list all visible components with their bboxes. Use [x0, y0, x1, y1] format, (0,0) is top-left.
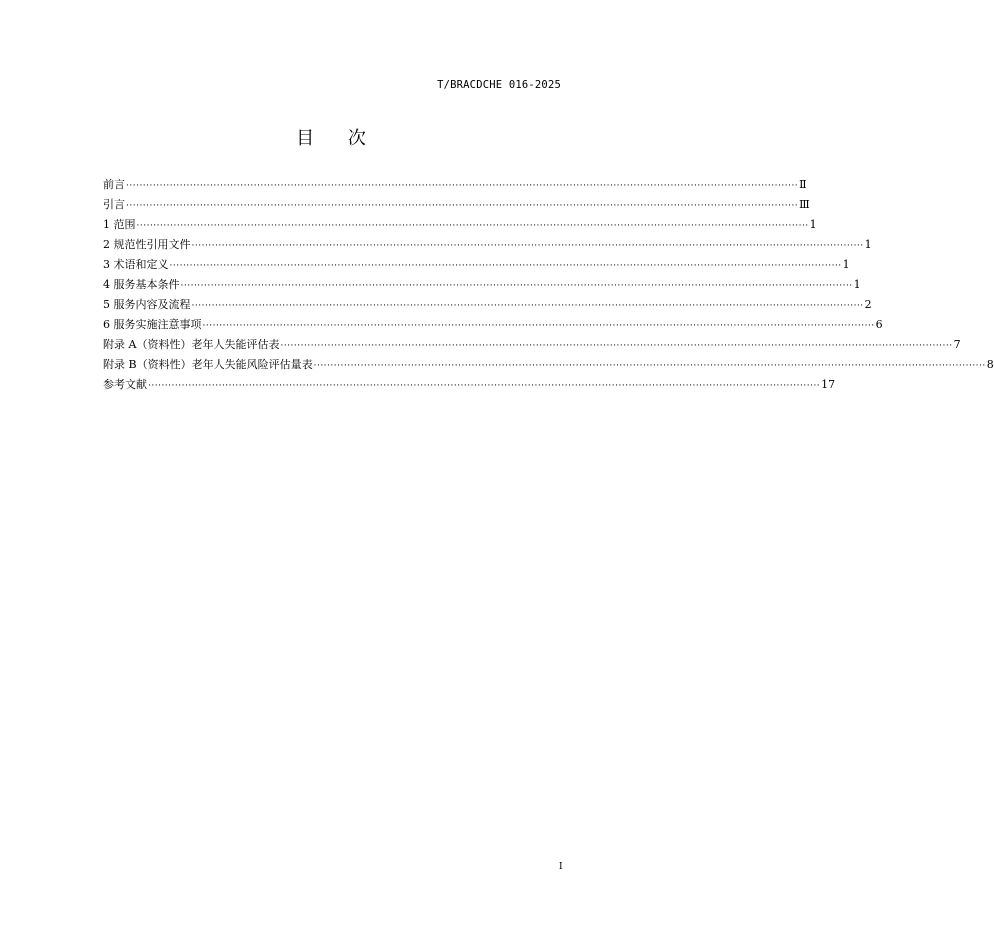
toc-item-page: 6 [875, 318, 883, 331]
toc-item-page: 1 [864, 238, 872, 251]
toc-item-page: 1 [809, 218, 817, 231]
toc-item-label: 2 规范性引用文件 [103, 238, 191, 251]
toc-item-basic-conditions[interactable] [103, 272, 861, 292]
toc-item-appendix-a[interactable] [103, 332, 961, 352]
toc-item-page: 1 [842, 258, 850, 271]
toc-item-page: Ⅱ [799, 178, 807, 191]
toc-item-page: Ⅲ [799, 198, 810, 211]
toc-title: 目 次 [296, 128, 380, 149]
toc-leader-dots: ········································································································································································································ [126, 181, 799, 191]
toc-item-label: 附录 B（资料性）老年人失能风险评估量表 [103, 358, 313, 371]
toc-item-label: 附录 A（资料性）老年人失能评估表 [103, 338, 280, 351]
toc-leader-dots: ········································································································································································································ [191, 241, 864, 251]
toc-item-page: 17 [821, 378, 836, 391]
toc-item-label: 参考文献 [103, 378, 147, 391]
toc-item-foreword[interactable] [103, 172, 807, 192]
toc-leader-dots: ········································································································································································································ [136, 221, 809, 231]
toc-item-implementation-notes[interactable] [103, 312, 883, 332]
toc-leader-dots: ········································································································································································································ [169, 261, 842, 271]
toc-item-normative-references[interactable] [103, 232, 872, 252]
toc-item-introduction[interactable] [103, 192, 810, 212]
toc-item-appendix-b[interactable] [103, 352, 994, 372]
toc-item-service-content[interactable] [103, 292, 872, 312]
toc-item-label: 1 范围 [103, 218, 136, 231]
toc-item-label: 4 服务基本条件 [103, 278, 180, 291]
toc-item-page: 2 [864, 298, 872, 311]
toc-leader-dots: ········································································································································································································ [180, 281, 853, 291]
toc-item-terms-definitions[interactable] [103, 252, 850, 272]
toc-item-label: 引言 [103, 198, 125, 211]
toc-item-page: 7 [953, 338, 961, 351]
toc-item-label: 3 术语和定义 [103, 258, 169, 271]
toc-item-page: 8 [986, 358, 994, 371]
toc-leader-dots: ········································································································································································································ [126, 201, 799, 211]
toc-leader-dots: ········································································································································································································ [148, 381, 821, 391]
toc-item-page: 1 [853, 278, 861, 291]
toc-leader-dots: ········································································································································································································ [313, 361, 986, 371]
document-code: T/BRACDCHE 016-2025 [437, 79, 561, 91]
toc-item-scope[interactable] [103, 212, 817, 232]
toc-leader-dots: ········································································································································································································ [191, 301, 864, 311]
toc-item-bibliography[interactable] [103, 372, 836, 392]
page-number: I [559, 862, 563, 872]
toc-leader-dots: ········································································································································································································ [202, 321, 875, 331]
toc-item-label: 5 服务内容及流程 [103, 298, 191, 311]
toc-item-label: 前言 [103, 178, 125, 191]
toc-list [103, 172, 994, 392]
toc-leader-dots: ········································································································································································································ [280, 341, 953, 351]
toc-item-label: 6 服务实施注意事项 [103, 318, 202, 331]
